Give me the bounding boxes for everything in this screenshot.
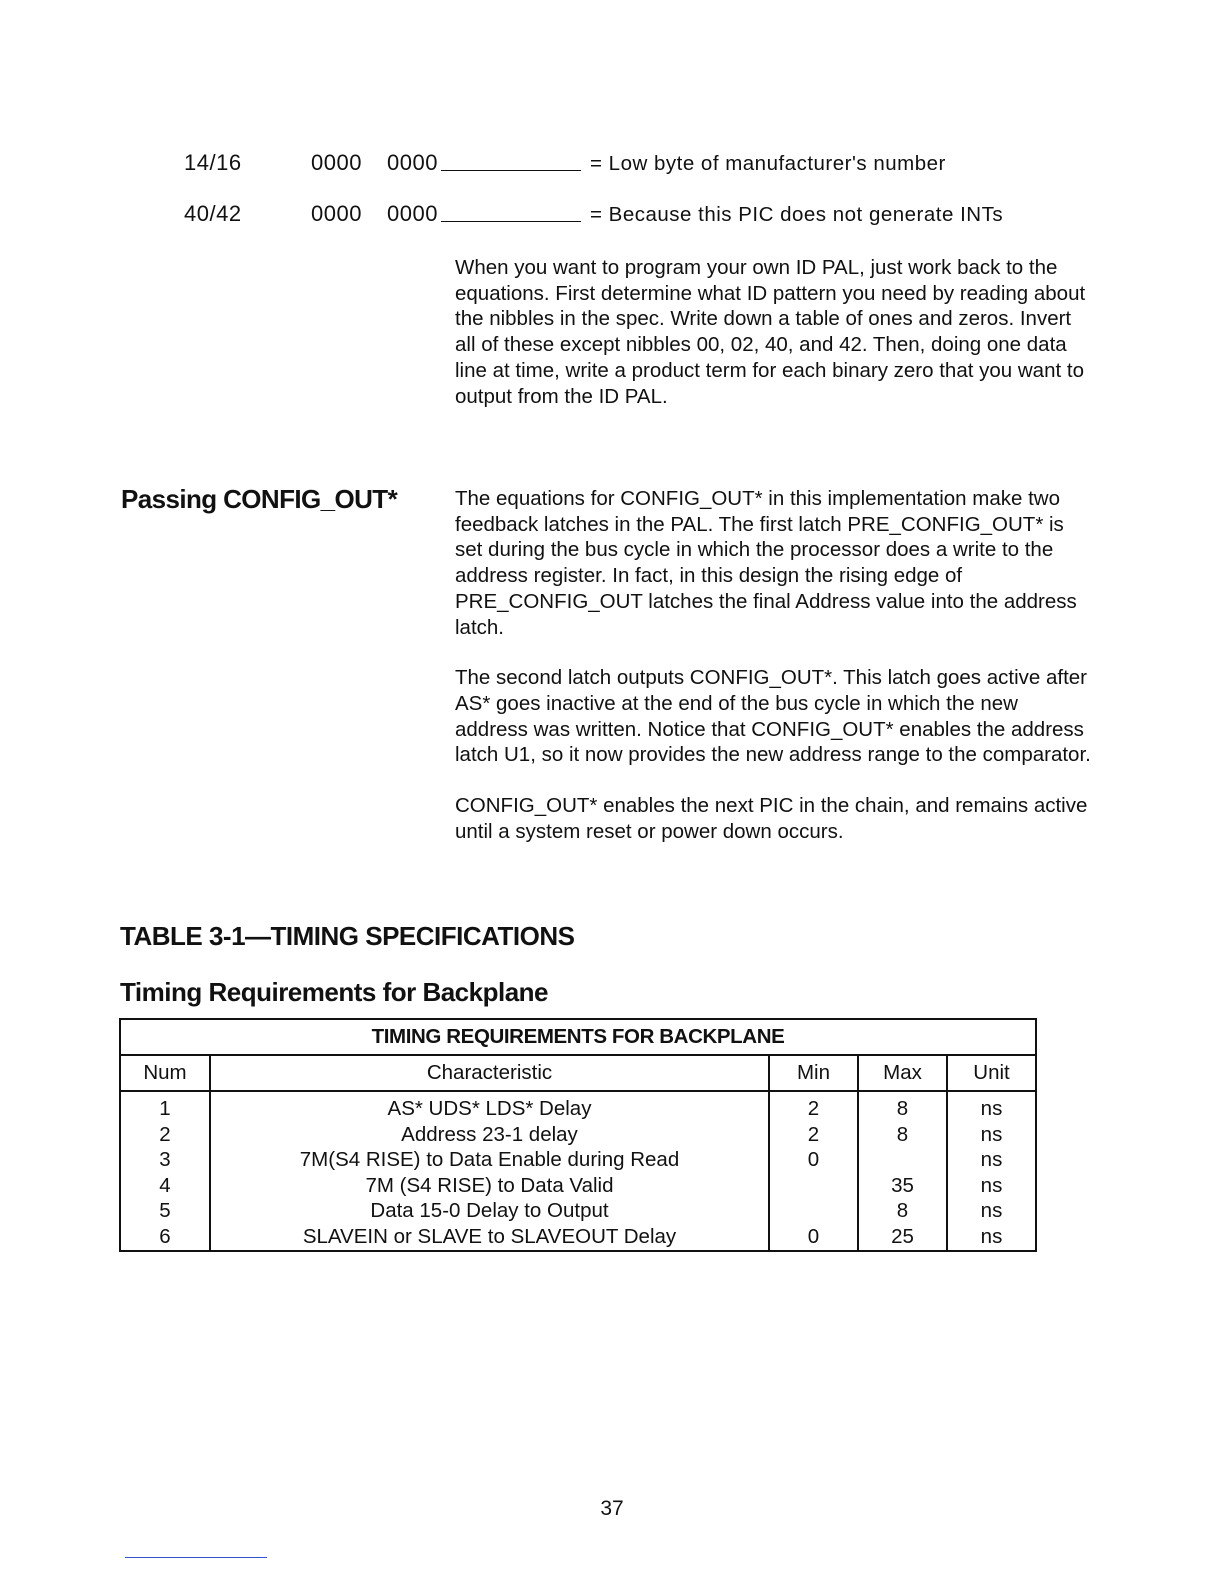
cell-max: 8: [858, 1198, 947, 1224]
column-header: Num: [120, 1055, 210, 1091]
table-subtitle: Timing Requirements for Backplane: [120, 977, 549, 1007]
cell-characteristic: SLAVEIN or SLAVE to SLAVEOUT Delay: [210, 1224, 769, 1251]
cell-max: 35: [858, 1173, 947, 1199]
footnote-divider: [125, 1557, 267, 1558]
table-row: [120, 1198, 1036, 1224]
paragraph: The second latch outputs CONFIG_OUT*. This latch goes active after AS* goes inactive at the end of the bus cycle in which the new address was written. Notice that CONFIG_OUT* enables the address latch U1, so it now provides the new address range to the comparator.: [455, 666, 1091, 767]
table-row: [120, 1091, 1036, 1122]
table-row: [120, 1173, 1036, 1199]
bits-high: 0000: [311, 150, 362, 175]
bits-low: 0000: [387, 201, 438, 226]
table-row: [120, 1122, 1036, 1148]
paragraph: CONFIG_OUT* enables the next PIC in the chain, and remains active until a system reset or power down occurs.: [455, 794, 1088, 843]
cell-num: 4: [120, 1173, 210, 1199]
cell-max: 8: [858, 1091, 947, 1122]
cell-unit: ns: [947, 1091, 1036, 1122]
nibble-label: 14/16: [184, 150, 242, 175]
cell-max: [858, 1147, 947, 1173]
cell-min: 0: [769, 1147, 858, 1173]
section-heading: Passing CONFIG_OUT*: [121, 484, 398, 514]
fill-rule: [441, 154, 581, 171]
column-header: Characteristic: [210, 1055, 769, 1091]
cell-num: 3: [120, 1147, 210, 1173]
paragraph: The equations for CONFIG_OUT* in this implementation make two feedback latches in the PAL. The first latch PRE_CONFIG_OUT* is set during the bus cycle in which the processor does a write to the address register. In fact, in this design the rising edge of PRE_CONFIG_OUT latches the final Address value into the address latch.: [455, 487, 1077, 639]
cell-characteristic: AS* UDS* LDS* Delay: [210, 1091, 769, 1122]
cell-max: 25: [858, 1224, 947, 1251]
cell-max: 8: [858, 1122, 947, 1148]
cell-unit: ns: [947, 1224, 1036, 1251]
cell-min: [769, 1198, 858, 1224]
paragraph: When you want to program your own ID PAL, just work back to the equations. First determine what ID pattern you need by reading about the nibbles in the spec. Write down a table of ones and zeros. Invert all of these except nibbles 00, 02, 40, and 42. Then, doing one data line at time, write a product term for each binary zero that you want to output from the ID PAL.: [455, 256, 1086, 408]
byte-description: = Because this PIC does not generate INTs: [590, 203, 1004, 226]
table-title: TABLE 3-1—TIMING SPECIFICATIONS: [120, 921, 575, 951]
cell-min: 2: [769, 1122, 858, 1148]
bits-low: 0000: [387, 150, 438, 175]
column-header: Min: [769, 1055, 858, 1091]
nibble-label: 40/42: [184, 201, 242, 226]
fill-rule: [441, 205, 581, 222]
table-row: [120, 1147, 1036, 1173]
cell-num: 2: [120, 1122, 210, 1148]
cell-characteristic: Address 23-1 delay: [210, 1122, 769, 1148]
page-number: 37: [600, 1497, 624, 1520]
id-pal-paragraph: [455, 255, 1095, 434]
cell-characteristic: 7M(S4 RISE) to Data Enable during Read: [210, 1147, 769, 1173]
cell-unit: ns: [947, 1122, 1036, 1148]
column-header: Unit: [947, 1055, 1036, 1091]
cell-num: 5: [120, 1198, 210, 1224]
column-header: Max: [858, 1055, 947, 1091]
cell-min: 2: [769, 1091, 858, 1122]
cell-num: 6: [120, 1224, 210, 1251]
cell-characteristic: 7M (S4 RISE) to Data Valid: [210, 1173, 769, 1199]
table-caption: TIMING REQUIREMENTS FOR BACKPLANE: [120, 1019, 1036, 1055]
bits-high: 0000: [311, 201, 362, 226]
cell-num: 1: [120, 1091, 210, 1122]
byte-description: = Low byte of manufacturer's number: [590, 152, 946, 175]
table-row: [120, 1224, 1036, 1251]
cell-characteristic: Data 15-0 Delay to Output: [210, 1198, 769, 1224]
cell-min: 0: [769, 1224, 858, 1251]
timing-table: [119, 1018, 1037, 1252]
cell-unit: ns: [947, 1173, 1036, 1199]
cell-unit: ns: [947, 1147, 1036, 1173]
config-section-body: [455, 486, 1095, 869]
cell-min: [769, 1173, 858, 1199]
cell-unit: ns: [947, 1198, 1036, 1224]
